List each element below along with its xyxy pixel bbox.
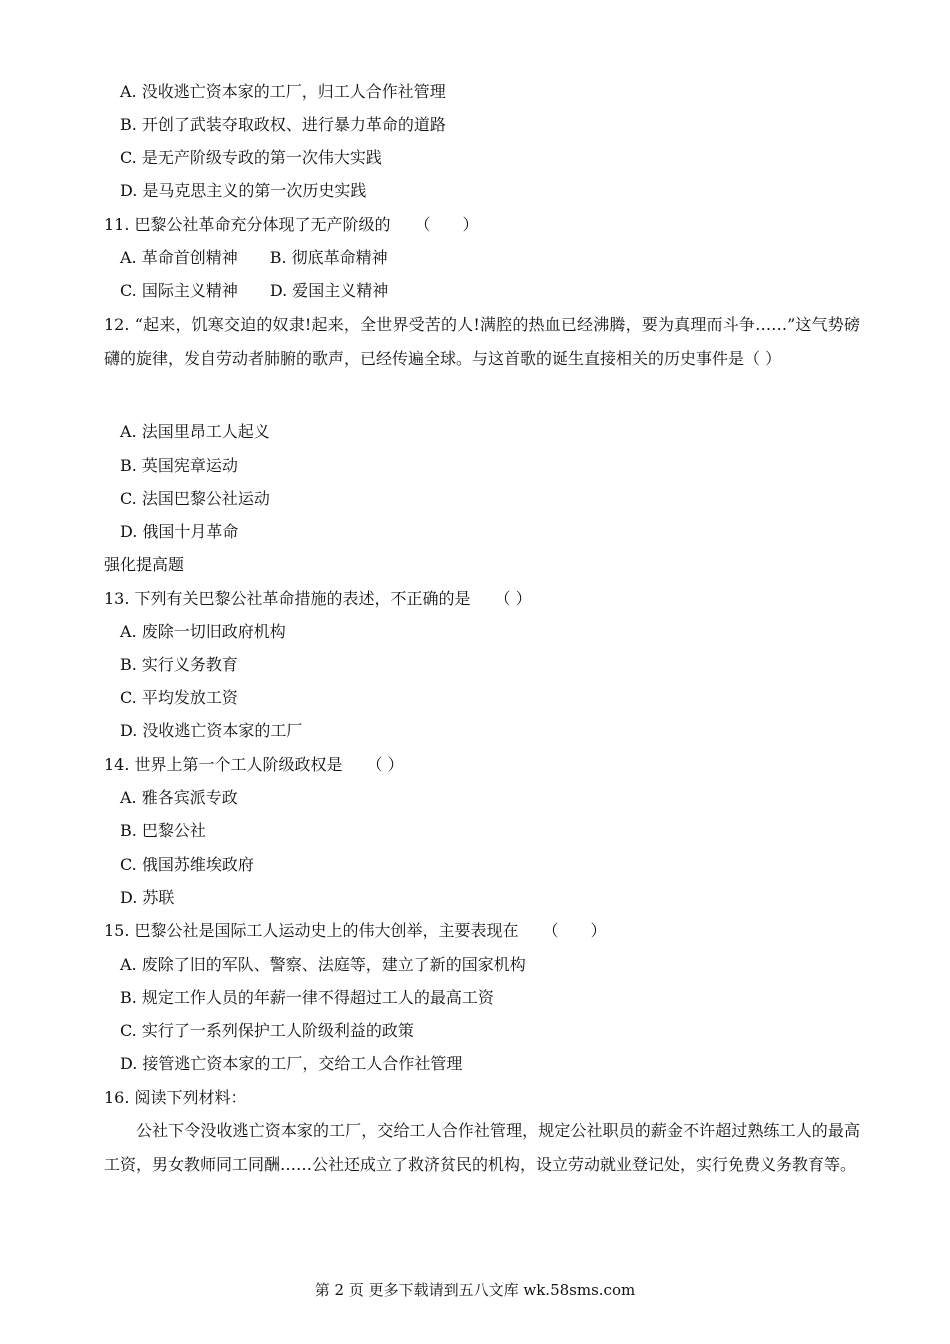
q10-option-a: A. 没收逃亡资本家的工厂，归工人合作社管理	[120, 82, 446, 101]
q10-option-b: B. 开创了武装夺取政权、进行暴力革命的道路	[120, 115, 446, 134]
q13-option-b: B. 实行义务教育	[120, 655, 238, 674]
q12-stem: 12. “起来，饥寒交迫的奴隶!起来，全世界受苦的人!满腔的热血已经沸腾，要为真理而斗争……”这气势磅礴的旋律，发自劳动者肺腑的歌声，已经传遍全球。与这首歌的诞生直接相关的历史事件是（ ）	[104, 315, 860, 368]
q15-option-b: B. 规定工作人员的年薪一律不得超过工人的最高工资	[120, 988, 494, 1007]
q12-option-c: C. 法国巴黎公社运动	[120, 489, 270, 508]
q10-option-c: C. 是无产阶级专政的第一次伟大实践	[120, 148, 382, 167]
q14-option-b: B. 巴黎公社	[120, 821, 206, 840]
q14-option-a: A. 雅各宾派专政	[120, 788, 238, 807]
q11-stem: 11. 巴黎公社革命充分体现了无产阶级的 （ ）	[104, 215, 479, 234]
q13-option-c: C. 平均发放工资	[120, 688, 238, 707]
q10-option-d: D. 是马克思主义的第一次历史实践	[120, 181, 367, 200]
q16-stem: 16. 阅读下列材料：	[104, 1088, 247, 1107]
q13-stem: 13. 下列有关巴黎公社革命措施的表述，不正确的是 （ ）	[104, 589, 532, 608]
q13-option-a: A. 废除一切旧政府机构	[120, 622, 286, 641]
q11-options-row1: A. 革命首创精神 B. 彻底革命精神	[120, 248, 388, 267]
q15-option-c: C. 实行了一系列保护工人阶级利益的政策	[120, 1021, 414, 1040]
q15-option-d: D. 接管逃亡资本家的工厂，交给工人合作社管理	[120, 1054, 463, 1073]
q15-stem: 15. 巴黎公社是国际工人运动史上的伟大创举，主要表现在 （ ）	[104, 921, 607, 940]
q13-option-d: D. 没收逃亡资本家的工厂	[120, 721, 303, 740]
q14-option-d: D. 苏联	[120, 888, 175, 907]
q14-stem: 14. 世界上第一个工人阶级政权是 （ ）	[104, 755, 404, 774]
q12-option-b: B. 英国宪章运动	[120, 456, 238, 475]
q12-option-d: D. 俄国十月革命	[120, 522, 239, 541]
q12-option-a: A. 法国里昂工人起义	[120, 422, 270, 441]
q15-option-a: A. 废除了旧的军队、警察、法庭等，建立了新的国家机构	[120, 955, 526, 974]
page-footer: 第 2 页 更多下载请到五八文库 wk.58sms.com	[314, 1281, 636, 1299]
q11-options-row2: C. 国际主义精神 D. 爱国主义精神	[120, 281, 389, 300]
q16-material: 公社下令没收逃亡资本家的工厂，交给工人合作社管理，规定公社职员的薪金不许超过熟练工人的最高工资，男女教师同工同酬……公社还成立了救济贫民的机构，设立劳动就业登记处，实行免费义务教育等。	[104, 1121, 860, 1174]
q14-option-c: C. 俄国苏维埃政府	[120, 855, 254, 874]
section-title: 强化提高题	[104, 555, 185, 574]
